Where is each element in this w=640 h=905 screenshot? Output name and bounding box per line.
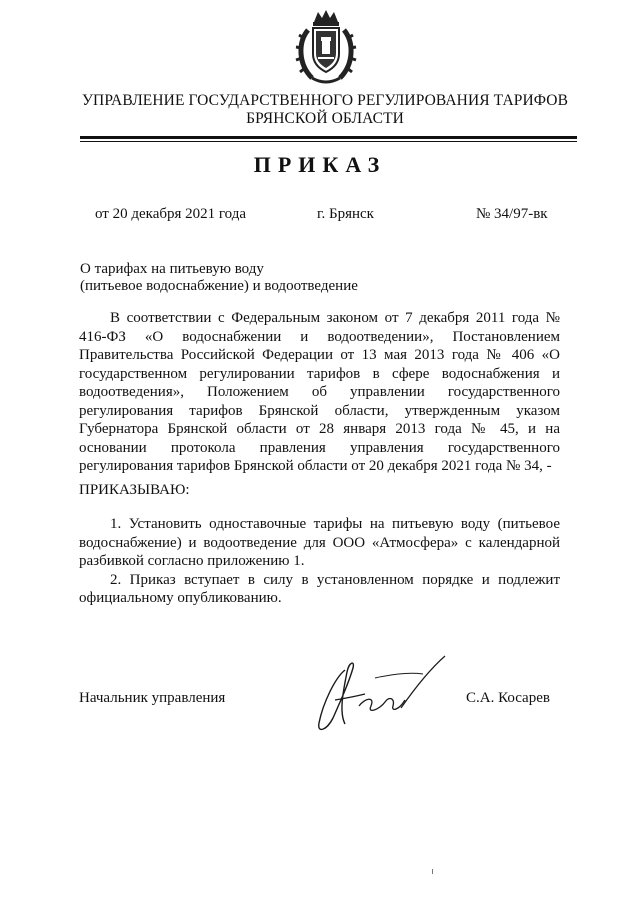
preamble-line: Губернатора Брянской области от 28 января 2013 года № 45, и на	[79, 421, 560, 437]
document-city: г. Брянск	[317, 206, 374, 222]
preamble-line: В соответствии с Федеральным законом от 7 декабря 2011 года №	[110, 310, 560, 326]
preamble-line: водоотведения», Положением об управлении государственного	[79, 384, 560, 400]
preamble-line: Правительства Российской Федерации от 13 мая 2013 года № 406 «О	[79, 347, 560, 363]
subject-line2: (питьевое водоснабжение) и водоотведение	[80, 278, 358, 294]
subject-line1: О тарифах на питьевую воду	[80, 261, 264, 277]
handwritten-signature	[305, 648, 455, 738]
order-word: ПРИКАЗЫВАЮ:	[79, 482, 190, 498]
org-name-line2: БРЯНСКОЙ ОБЛАСТИ	[246, 110, 404, 127]
document-number: № 34/97-вк	[476, 206, 548, 222]
coat-of-arms-emblem	[294, 8, 358, 86]
order-item-1-line: 1. Установить одноставочные тарифы на питьевую воду (питьевое	[110, 516, 560, 532]
order-item-2-line: 2. Приказ вступает в силу в установленном порядке и подлежит	[110, 571, 560, 588]
signatory-position: Начальник управления	[79, 690, 226, 706]
signatory-name: С.А. Косарев	[466, 690, 550, 706]
preamble-line: регулирования тарифов Брянской области, утвержденным указом	[79, 402, 560, 419]
preamble-line-last: регулирования тарифов Брянской области от 20 декабря 2021 года № 34, -	[79, 458, 552, 474]
header-divider-thin	[80, 141, 577, 142]
header-divider-thick	[80, 136, 577, 139]
scan-artifact-mark	[432, 869, 433, 874]
org-name-line1: УПРАВЛЕНИЕ ГОСУДАРСТВЕННОГО РЕГУЛИРОВАНИЯ ТАРИФОВ	[81, 92, 569, 109]
order-item-1-line: водоснабжение) и водоотведение для ООО «Атмосфера» с календарной	[79, 534, 560, 551]
order-item-1-last: разбивкой согласно приложению 1.	[79, 553, 305, 569]
preamble-line: основании протокола правления управления государственного	[79, 439, 560, 456]
preamble-line: государственном регулировании тарифов в сфере водоснабжения и	[79, 365, 560, 382]
preamble-paragraph	[79, 309, 560, 476]
document-title: ПРИКАЗ	[253, 152, 387, 177]
order-items	[79, 515, 560, 608]
document-date: от 20 декабря 2021 года	[95, 206, 247, 222]
order-item-2-last: официальному опубликованию.	[79, 590, 282, 606]
preamble-line: 416-ФЗ «О водоснабжении и водоотведении», Постановлением	[79, 328, 560, 345]
